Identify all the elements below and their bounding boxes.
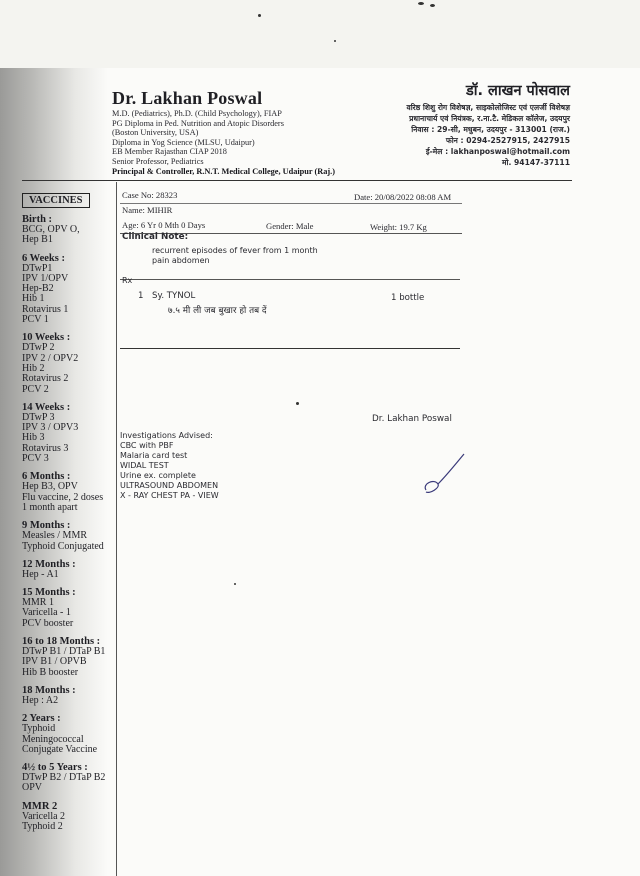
- qualification-line: Diploma in Yog Science (MLSU, Udaipur): [112, 137, 255, 147]
- dust-speck: [296, 402, 299, 405]
- vaccine-group: [22, 214, 116, 246]
- clinical-note-label: Clinical Note:: [122, 232, 189, 242]
- vaccine-item: 1 month apart: [22, 501, 78, 513]
- vaccine-age: 12 Months :: [22, 558, 76, 570]
- vaccine-item: DTwP B1 / DTaP B1: [22, 646, 106, 658]
- vaccine-item: Varicella 2: [22, 810, 66, 822]
- scan-background-top: [0, 0, 640, 70]
- qualification-line: Senior Professor, Pediatrics: [112, 156, 204, 166]
- handwritten-signature: [420, 452, 470, 498]
- hindi-line: मो. 94147-37111: [501, 158, 570, 167]
- investigation-item: Malaria card test: [120, 451, 188, 460]
- vaccine-age: 18 Months :: [22, 684, 76, 696]
- vaccine-group: [22, 559, 116, 580]
- dust-speck: [234, 583, 236, 585]
- vaccine-age: 10 Weeks :: [22, 332, 71, 344]
- vaccine-age: 2 Years :: [22, 713, 61, 725]
- vaccine-item: IPV 1/OPV: [22, 272, 69, 284]
- investigation-item: WIDAL TEST: [120, 461, 169, 470]
- investigation-item: Urine ex. complete: [120, 471, 196, 480]
- investigations-label: Investigations Advised:: [120, 431, 213, 440]
- vaccine-item: DTwP 3: [22, 411, 55, 423]
- clinical-note-line: recurrent episodes of fever from 1 month: [152, 246, 318, 255]
- vaccine-item: Hep-B2: [22, 283, 54, 295]
- vaccine-age: 6 Weeks :: [22, 252, 65, 264]
- vaccine-item: Hib B booster: [22, 666, 79, 678]
- vaccine-item: IPV 2 / OPV2: [22, 352, 79, 364]
- doctor-name: Dr. Lakhan Poswal: [112, 88, 263, 108]
- vaccine-group: [22, 685, 116, 706]
- patient-age: Age: 6 Yr 0 Mth 0 Days: [122, 220, 206, 230]
- vaccine-item: PCV 1: [22, 314, 49, 326]
- vaccine-item: Hib 2: [22, 362, 45, 374]
- clinical-note-line: pain abdomen: [152, 256, 210, 265]
- doctor-name-hindi: डॉ. लाखन पोसवाल: [465, 83, 570, 99]
- investigation-item: ULTRASOUND ABDOMEN: [120, 481, 219, 490]
- letterhead-hindi: [406, 80, 570, 168]
- vaccines-sidebar: [22, 190, 116, 839]
- qualifications-list: [112, 109, 412, 176]
- vaccine-age: 4½ to 5 Years :: [22, 762, 88, 774]
- vaccine-age: MMR 2: [22, 800, 58, 812]
- vaccine-item: BCG, OPV O,: [22, 224, 80, 235]
- dust-speck: [334, 40, 336, 42]
- vaccine-item: DTwP 2: [22, 342, 55, 354]
- vaccine-item: Hep : A2: [22, 694, 59, 706]
- vaccine-item: Typhoid Conjugated: [22, 540, 104, 552]
- vaccine-item: IPV B1 / OPVB: [22, 656, 87, 668]
- vaccine-age: 6 Months :: [22, 471, 71, 483]
- hindi-line: प्रधानाचार्य एवं नियंत्रक, र.ना.टै. मेडिकल कॉलेज, उदयपुर: [409, 114, 570, 123]
- vaccine-item: Hib 3: [22, 432, 45, 444]
- vaccine-age: 14 Weeks :: [22, 401, 71, 413]
- vaccine-age: 15 Months :: [22, 587, 76, 599]
- dust-speck: [258, 14, 261, 17]
- visit-date: Date: 20/08/2022 08:08 AM: [354, 192, 452, 202]
- patient-weight: Weight: 19.7 Kg: [370, 222, 427, 232]
- rx-item-number: 1: [138, 291, 144, 301]
- patient-name: Name: MIHIR: [122, 205, 173, 215]
- vaccine-group: [22, 332, 116, 394]
- vaccine-group: [22, 587, 116, 629]
- vaccine-item: Typhoid: [22, 723, 56, 735]
- case-number: Case No: 28323: [122, 190, 178, 200]
- vaccine-item: Rotavirus 3: [22, 442, 69, 454]
- vaccine-item: Rotavirus 2: [22, 373, 69, 385]
- vaccine-item: Varicella - 1: [22, 607, 71, 619]
- vaccine-item: Hep - A1: [22, 568, 59, 580]
- vaccine-item: Meningococcal: [22, 733, 84, 745]
- dust-speck: [430, 4, 435, 7]
- info-rule: [120, 203, 462, 204]
- sidebar-divider: [116, 182, 117, 876]
- vaccine-item: Hep B3, OPV: [22, 481, 78, 493]
- header-rule: [22, 180, 572, 181]
- vaccine-group: [22, 801, 116, 833]
- clinical-rule: [120, 279, 460, 280]
- vaccine-age: 16 to 18 Months :: [22, 636, 101, 648]
- vaccine-group: [22, 520, 116, 552]
- rx-label: Rx: [122, 276, 133, 285]
- vaccine-item: PCV booster: [22, 617, 74, 629]
- signature-name: Dr. Lakhan Poswal: [372, 414, 452, 424]
- qualification-line: M.D. (Pediatrics), Ph.D. (Child Psychology), FIAP: [112, 109, 282, 118]
- vaccine-item: Hep B1: [22, 234, 53, 246]
- qualification-line: (Boston University, USA): [112, 128, 199, 138]
- vaccine-group: [22, 762, 116, 794]
- vaccine-item: Rotavirus 1: [22, 303, 69, 315]
- rx-instruction: ७.५ मी ली जब बुखार हो तब दें: [168, 306, 267, 316]
- dust-speck: [418, 2, 424, 5]
- vaccine-item: DTwP1: [22, 262, 53, 274]
- hindi-line: वरिष्ठ शिशु रोग विशेषज्ञ, साइकोलोजिस्ट एवं एलर्जी विशेषज्ञ: [406, 103, 570, 112]
- vaccine-item: Hib 1: [22, 293, 45, 305]
- vaccine-item: Typhoid 2: [22, 820, 63, 832]
- vaccines-title: VACCINES: [22, 193, 90, 208]
- vaccine-item: PCV 2: [22, 383, 49, 395]
- investigation-item: X - RAY CHEST PA - VIEW: [120, 491, 219, 500]
- rx-end-rule: [120, 348, 460, 349]
- vaccine-group: [22, 471, 116, 513]
- vaccine-group: [22, 402, 116, 464]
- vaccine-item: PCV 3: [22, 453, 49, 465]
- vaccine-item: Measles / MMR: [22, 530, 87, 542]
- vaccine-item: DTwP B2 / DTaP B2: [22, 772, 106, 784]
- hindi-line: ई-मेल : lakhanposwal@hotmail.com: [425, 147, 570, 156]
- vaccine-item: OPV: [22, 782, 43, 794]
- letterhead-english: [112, 88, 412, 176]
- vaccine-group: [22, 253, 116, 326]
- patient-gender: Gender: Male: [266, 221, 314, 231]
- vaccine-item: Conjugate Vaccine: [22, 743, 98, 755]
- rx-quantity: 1 bottle: [391, 293, 425, 303]
- hindi-line: निवास : 29-सी, मधुबन, उदयपुर - 313001 (राज.): [411, 125, 570, 134]
- hindi-line: फोन : 0294-2527915, 2427915: [445, 136, 570, 145]
- vaccine-age: 9 Months :: [22, 520, 71, 532]
- vaccine-age: Birth :: [22, 214, 53, 225]
- vaccine-item: MMR 1: [22, 597, 54, 609]
- rx-drug-name: Sy. TYNOL: [152, 291, 196, 301]
- vaccine-item: IPV 3 / OPV3: [22, 422, 79, 434]
- qualification-line: EB Member Rajasthan CIAP 2018: [112, 147, 227, 157]
- investigation-item: CBC with PBF: [120, 441, 174, 450]
- vaccine-item: Flu vaccine, 2 doses: [22, 491, 104, 503]
- qualification-line: PG Diploma in Ped. Nutrition and Atopic Disorders: [112, 118, 284, 128]
- vaccine-group: [22, 713, 116, 755]
- designation: Principal & Controller, R.N.T. Medical College, Udaipur (Raj.): [112, 166, 335, 176]
- vaccine-group: [22, 636, 116, 678]
